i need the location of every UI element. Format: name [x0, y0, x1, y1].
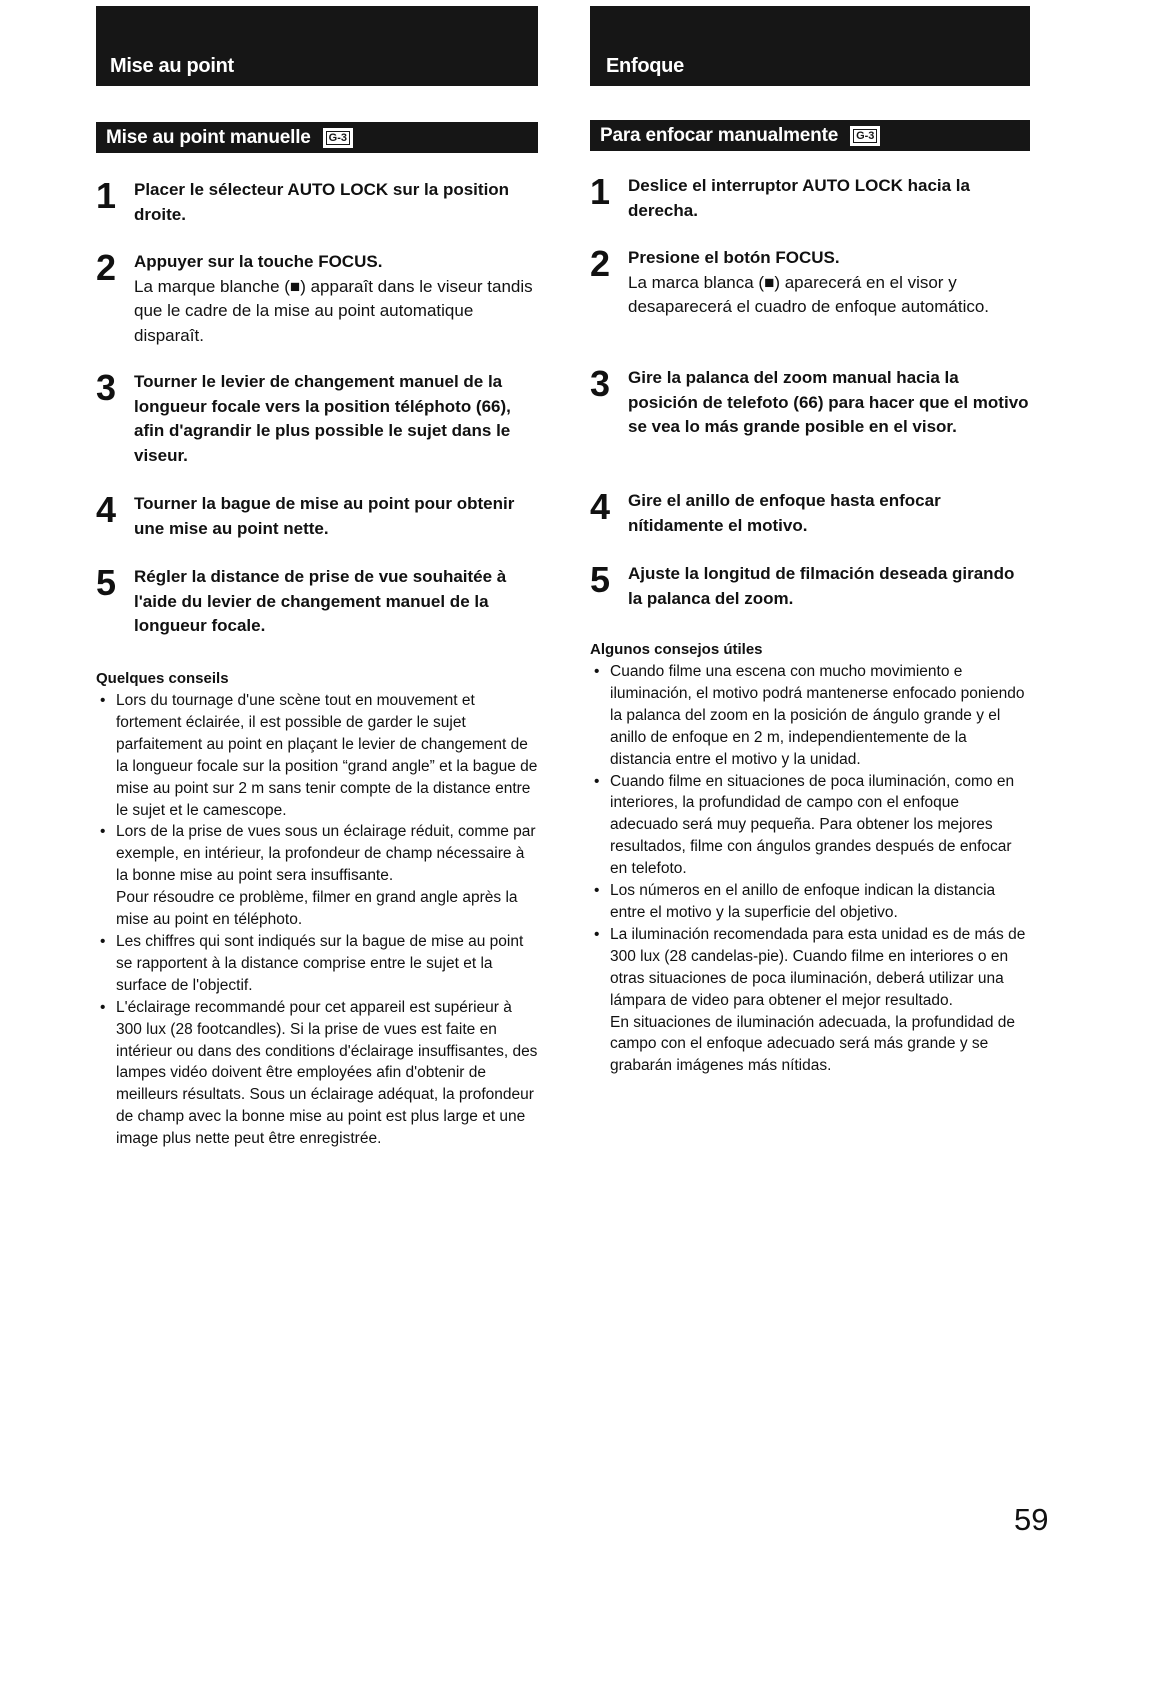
tip-extra: Pour résoudre ce problème, filmer en grand angle après la mise au point en téléphoto.	[116, 889, 518, 929]
tips-list	[96, 690, 538, 1150]
step-title: Gire el anillo de enfoque hasta enfocar nítidamente el motivo.	[628, 491, 941, 535]
step-2	[96, 247, 538, 348]
tip-item: • Lors du tournage d'une scène tout en mouvement et fortement éclairée, il est possible de garder le sujet parfaitement au point en plaçant le levier de changement de la longueur focale sur la position “grand angle” et la bague de mise au point sur 2 m sans tenir compte de la distance entre le sujet et le camescope.	[96, 690, 538, 821]
step-3	[590, 363, 1030, 440]
tip-item: • L'éclairage recommandé pour cet appareil est supérieur à 300 lux (28 footcandles). Si la prise de vues est faite en intérieur ou dans des conditions d'éclairage insuffisantes, des lampes vidéo doivent être employées afin d'obtenir de meilleurs résultats. Sous un éclairage adéquat, la profondeur de champ avec la bonne mise au point est plus large et une image plus nette peut être enregistrée.	[96, 997, 538, 1150]
step-number: 4	[96, 489, 117, 530]
step-description: La marque blanche (■) apparaît dans le viseur tandis que le cadre de la mise au point automatique disparaît.	[134, 276, 533, 345]
step-number: 4	[590, 486, 611, 527]
tips-list	[590, 661, 1030, 1077]
spanish-column	[590, 0, 1030, 1691]
step-number: 2	[590, 243, 611, 284]
step-title: Gire la palanca del zoom manual hacia la posición de telefoto (66) para hacer que el motivo se vea lo más grande posible en el visor.	[628, 368, 1029, 436]
step-5	[590, 559, 1030, 611]
step-2	[590, 243, 1030, 320]
chapter-header	[96, 6, 538, 86]
step-4	[590, 486, 1030, 538]
chapter-title: Enfoque	[606, 55, 684, 77]
step-title: Appuyer sur la touche FOCUS.	[134, 252, 383, 271]
step-number: 1	[96, 175, 117, 216]
tips-title: Algunos consejos útiles	[590, 641, 763, 658]
step-number: 2	[96, 247, 117, 288]
step-title: Tourner le levier de changement manuel de la longueur focale vers la position téléphoto (66), afin d'agrandir le plus possible le sujet dans le viseur.	[134, 372, 511, 465]
chapter-header	[590, 6, 1030, 86]
figure-reference-badge: G-3	[323, 128, 353, 148]
figure-reference-badge: G-3	[850, 126, 880, 146]
step-title: Ajuste la longitud de filmación deseada girando la palanca del zoom.	[628, 564, 1015, 608]
tips-title: Quelques conseils	[96, 670, 229, 687]
page-number: 59	[1014, 1502, 1049, 1537]
step-4	[96, 489, 538, 541]
step-title: Deslice el interruptor AUTO LOCK hacia la derecha.	[628, 176, 970, 220]
step-number: 5	[590, 559, 611, 600]
french-column	[96, 0, 538, 1691]
tip-item: • Cuando filme una escena con mucho movimiento e iluminación, el motivo podrá mantenerse enfocado poniendo la palanca del zoom en la posición de ángulo grande y el anillo de enfoque en 2 m, independientemente de la distancia entre el motivo y la unidad.	[590, 661, 1030, 771]
step-5	[96, 562, 538, 639]
section-title: Para enfocar manualmente	[600, 124, 839, 146]
section-title: Mise au point manuelle	[106, 126, 311, 148]
section-header	[96, 122, 538, 153]
step-title: Placer le sélecteur AUTO LOCK sur la position droite.	[134, 180, 510, 224]
tip-item: • Los números en el anillo de enfoque indican la distancia entre el motivo y la superficie del objetivo.	[590, 880, 1030, 924]
tip-item: • Les chiffres qui sont indiqués sur la bague de mise au point se rapportent à la distance comprise entre le sujet et la surface de l'objectif.	[96, 931, 538, 997]
step-3	[96, 367, 538, 468]
tip-item: • La iluminación recomendada para esta unidad es de más de 300 lux (28 candelas-pie). Cuando filme en interiores o en otras situaciones de poca iluminación, deberá utilizar una lámpara de video para obtener el mejor resultado. En situaciones de iluminación adecuada, la profundidad de campo con el enfoque adecuado será más grande y se grabarán imágenes más nítidas.	[590, 924, 1030, 1077]
tip-item: • Cuando filme en situaciones de poca iluminación, como en interiores, la profundidad de campo con el enfoque adecuado será muy pequeña. Para obtener los mejores resultados, filme con ángulos grandes después de enfocar en telefoto.	[590, 771, 1030, 881]
tip-extra: En situaciones de iluminación adecuada, la profundidad de campo con el enfoque adecuado será más grande y se grabarán imágenes más nítidas.	[610, 1013, 1016, 1075]
chapter-title: Mise au point	[110, 55, 234, 77]
tips-section	[590, 639, 1030, 1077]
step-title: Régler la distance de prise de vue souhaitée à l'aide du levier de changement manuel de la longueur focale.	[134, 567, 507, 635]
step-title: Presione el botón FOCUS.	[628, 248, 840, 267]
step-number: 5	[96, 562, 117, 603]
step-title: Tourner la bague de mise au point pour obtenir une mise au point nette.	[134, 494, 515, 538]
tips-section	[96, 668, 538, 1150]
step-description: La marca blanca (■) aparecerá en el visor y desaparecerá el cuadro de enfoque automático.	[628, 272, 990, 316]
step-number: 3	[96, 367, 117, 408]
step-1	[590, 171, 1030, 223]
tip-item: • Lors de la prise de vues sous un éclairage réduit, comme par exemple, en intérieur, la profondeur de champ nécessaire à la bonne mise au point sera insuffisante. Pour résoudre ce problème, filmer en grand angle après la mise au point en téléphoto.	[96, 821, 538, 931]
step-1	[96, 175, 538, 227]
step-number: 1	[590, 171, 611, 212]
step-number: 3	[590, 363, 611, 404]
section-header	[590, 120, 1030, 151]
